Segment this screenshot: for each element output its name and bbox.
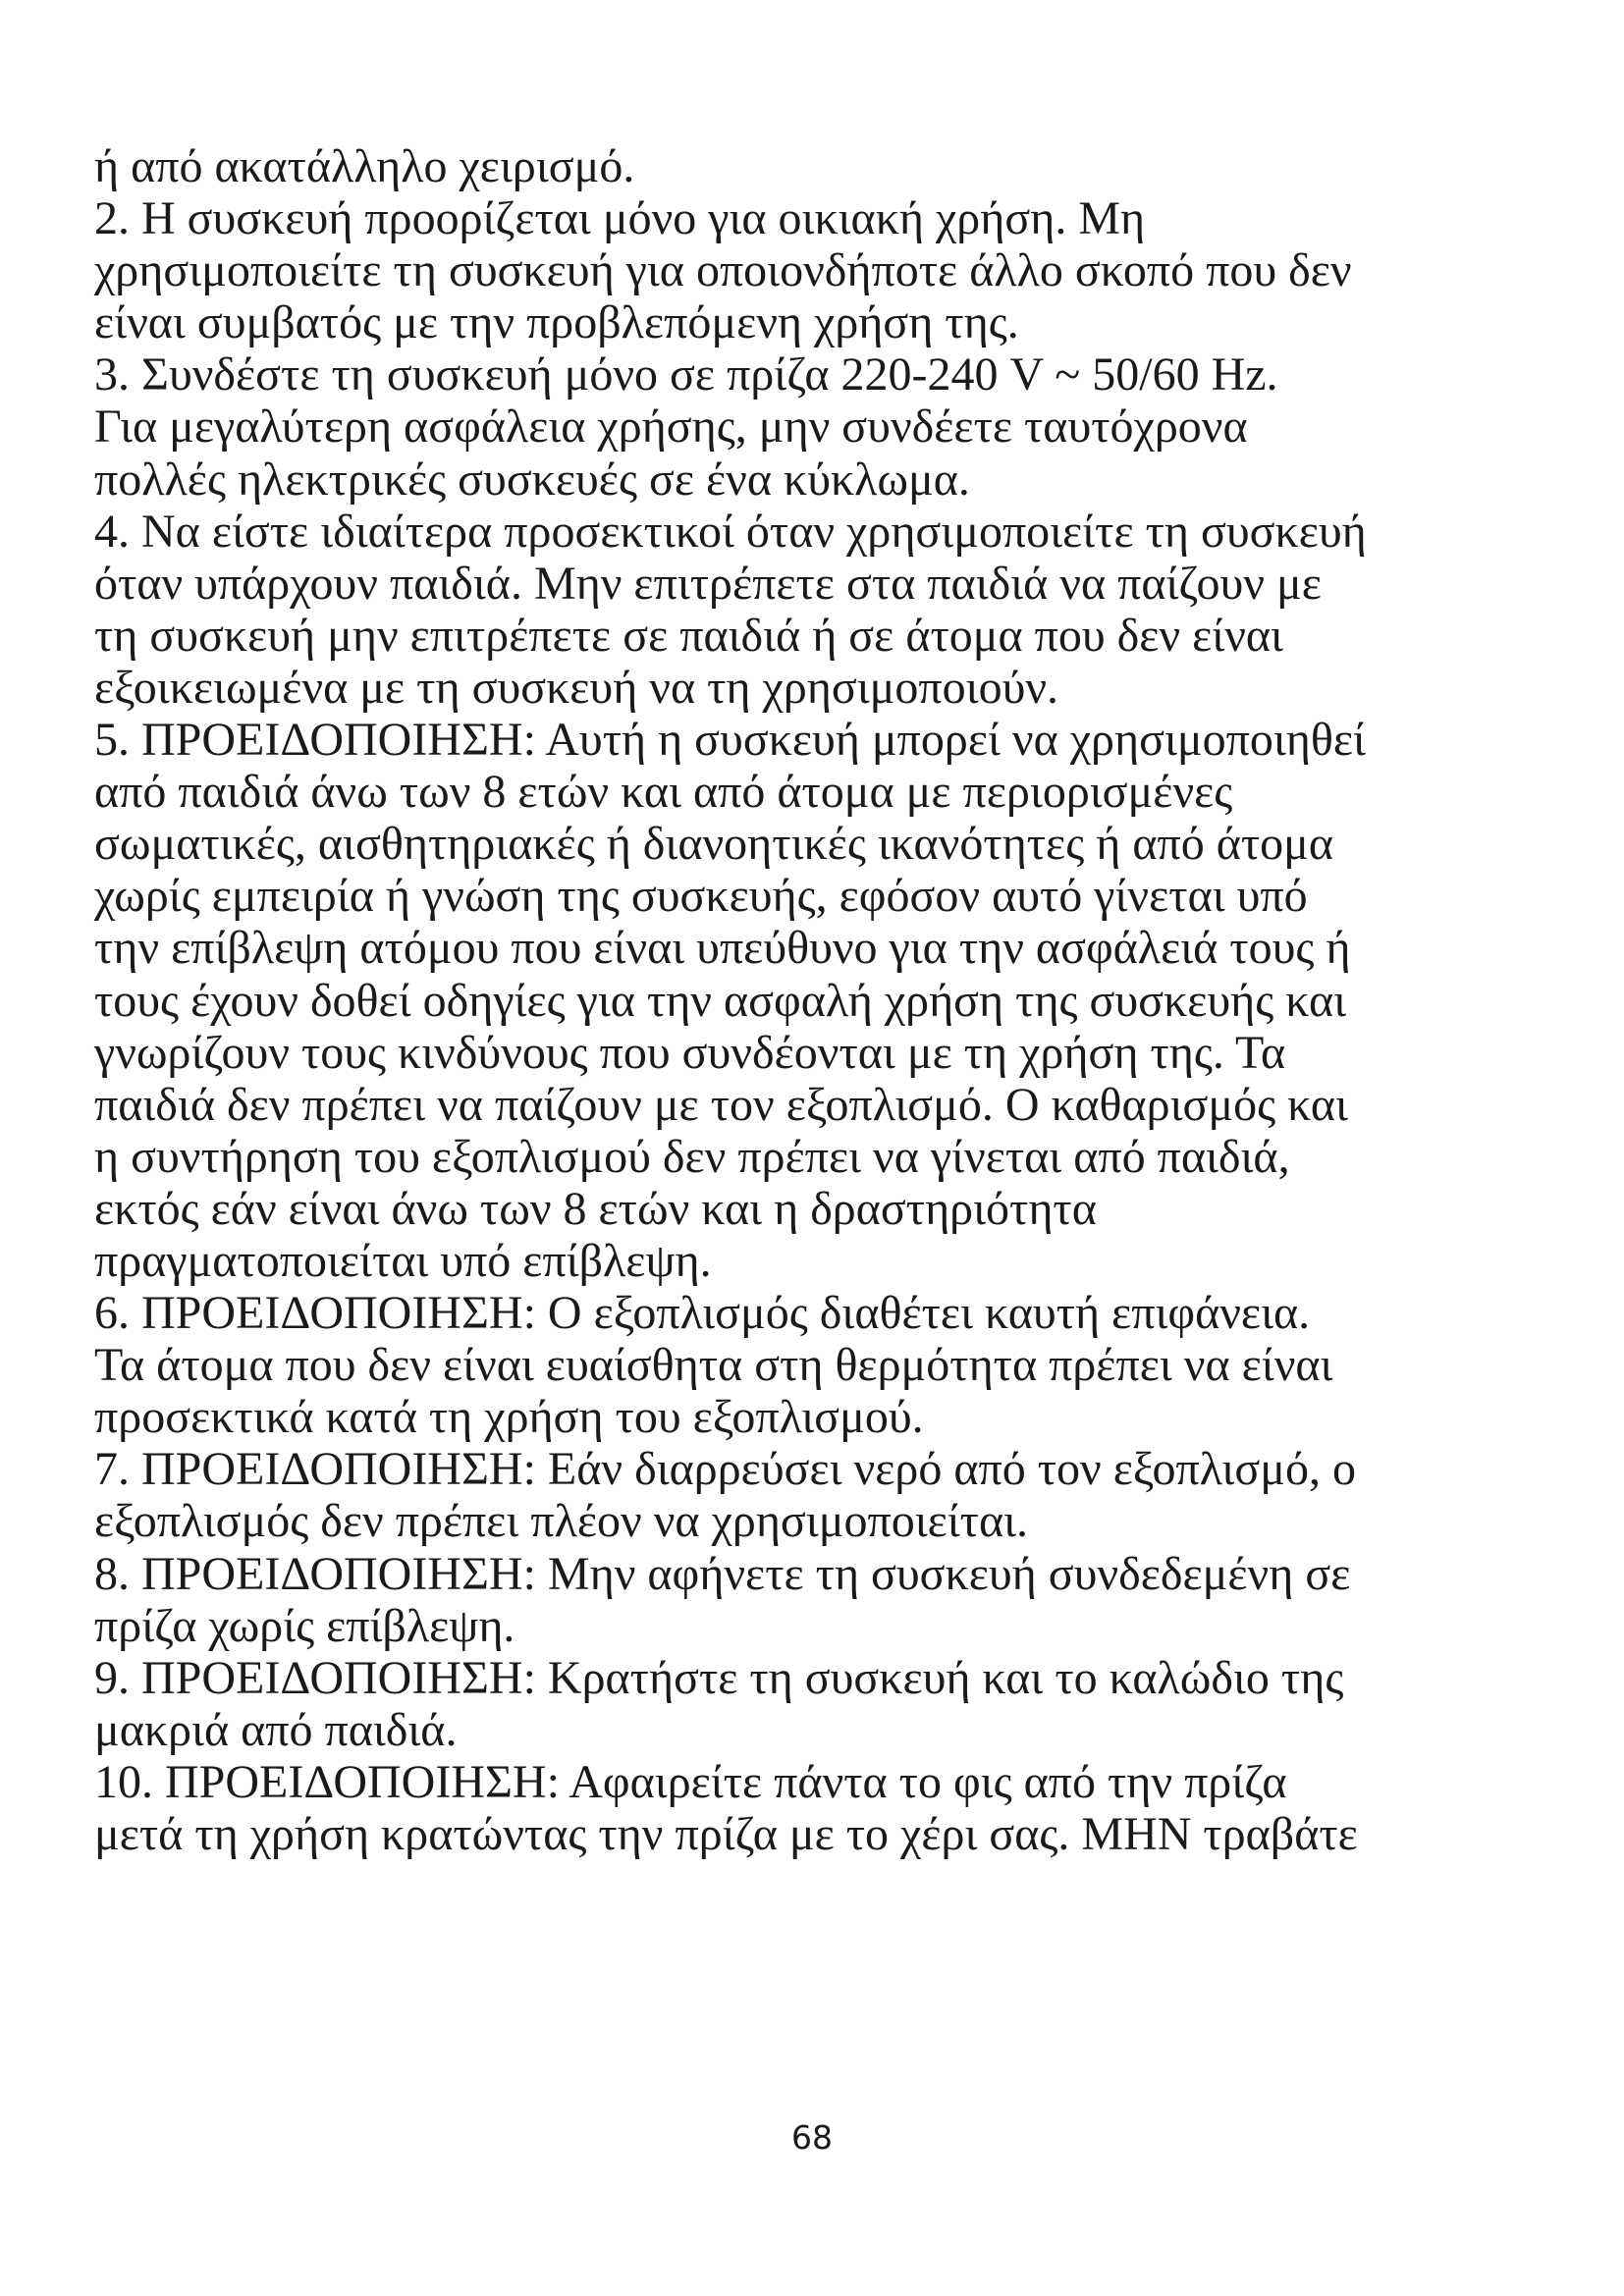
text-line: την επίβλεψη ατόμου που είναι υπεύθυνο για την ασφάλειά τους ή — [94, 922, 1351, 975]
text-line: 5. ΠΡΟΕΙΔΟΠΟΙΗΣΗ: Αυτή η συσκευή μπορεί να χρησιμοποιηθεί — [94, 714, 1366, 767]
text-line: παιδιά δεν πρέπει να παίζουν με τον εξοπλισμό. Ο καθαρισμός και — [94, 1078, 1348, 1131]
text-line: 2. Η συσκευή προορίζεται μόνο για οικιακή χρήση. Μη — [94, 192, 1146, 245]
text-line: μετά τη χρήση κρατώντας την πρίζα με το χέρι σας. ΜΗΝ τραβάτε — [94, 1808, 1358, 1860]
text-line: όταν υπάρχουν παιδιά. Μην επιτρέπετε στα παιδιά να παίζουν με — [94, 557, 1322, 610]
text-line: είναι συμβατός με την προβλεπόμενη χρήση της. — [94, 296, 1019, 349]
text-line: τη συσκευή μην επιτρέπετε σε παιδιά ή σε άτομα που δεν είναι — [94, 609, 1283, 662]
text-line: ή από ακατάλληλο χειρισμό. — [94, 140, 635, 192]
text-line: εξοικειωμένα με τη συσκευή να τη χρησιμοποιούν. — [94, 661, 1059, 714]
text-line: 7. ΠΡΟΕΙΔΟΠΟΙΗΣΗ: Εάν διαρρεύσει νερό από τον εξοπλισμό, ο — [94, 1443, 1356, 1496]
page-number: 68 — [791, 2118, 833, 2157]
text-line: προσεκτικά κατά τη χρήση του εξοπλισμού. — [94, 1391, 924, 1444]
text-line: Τα άτομα που δεν είναι ευαίσθητα στη θερμότητα πρέπει να είναι — [94, 1339, 1333, 1392]
text-line: πρίζα χωρίς επίβλεψη. — [94, 1599, 515, 1652]
text-line: μακριά από παιδιά. — [94, 1703, 458, 1756]
text-line: εξοπλισμός δεν πρέπει πλέον να χρησιμοποιείται. — [94, 1495, 1029, 1548]
text-line: χρησιμοποιείτε τη συσκευή για οποιονδήποτε άλλο σκοπό που δεν — [94, 244, 1352, 297]
text-line: 8. ΠΡΟΕΙΔΟΠΟΙΗΣΗ: Μην αφήνετε τη συσκευή συνδεδεμένη σε — [94, 1547, 1351, 1600]
text-line: σωματικές, αισθητηριακές ή διανοητικές ικανότητες ή από άτομα — [94, 818, 1334, 871]
text-line: 3. Συνδέστε τη συσκευή μόνο σε πρίζα 220-240 V ~ 50/60 Hz. — [94, 348, 1278, 401]
text-line: η συντήρηση του εξοπλισμού δεν πρέπει να γίνεται από παιδιά, — [94, 1130, 1290, 1183]
text-line: πραγματοποιείται υπό επίβλεψη. — [94, 1234, 712, 1287]
text-line: Για μεγαλύτερη ασφάλεια χρήσης, μην συνδέετε ταυτόχρονα — [94, 400, 1248, 454]
text-line: εκτός εάν είναι άνω των 8 ετών και η δραστηριότητα — [94, 1182, 1097, 1235]
text-line: πολλές ηλεκτρικές συσκευές σε ένα κύκλωμα. — [94, 453, 970, 506]
text-line: 10. ΠΡΟΕΙΔΟΠΟΙΗΣΗ: Αφαιρείτε πάντα το φις από την πρίζα — [94, 1755, 1287, 1808]
text-line: 6. ΠΡΟΕΙΔΟΠΟΙΗΣΗ: Ο εξοπλισμός διαθέτει καυτή επιφάνεια. — [94, 1287, 1311, 1340]
text-line: γνωρίζουν τους κινδύνους που συνδέονται με τη χρήση της. Τα — [94, 1026, 1286, 1079]
text-line: από παιδιά άνω των 8 ετών και από άτομα με περιορισμένες — [94, 766, 1233, 819]
document-body — [94, 140, 1538, 1860]
text-line: χωρίς εμπειρία ή γνώση της συσκευής, εφόσον αυτό γίνεται υπό — [94, 870, 1308, 923]
text-line: 4. Να είστε ιδιαίτερα προσεκτικοί όταν χρησιμοποιείτε τη συσκευή — [94, 505, 1367, 558]
text-line: 9. ΠΡΟΕΙΔΟΠΟΙΗΣΗ: Κρατήστε τη συσκευή και το καλώδιο της — [94, 1651, 1344, 1704]
text-line: τους έχουν δοθεί οδηγίες για την ασφαλή χρήση της συσκευής και — [94, 974, 1347, 1027]
